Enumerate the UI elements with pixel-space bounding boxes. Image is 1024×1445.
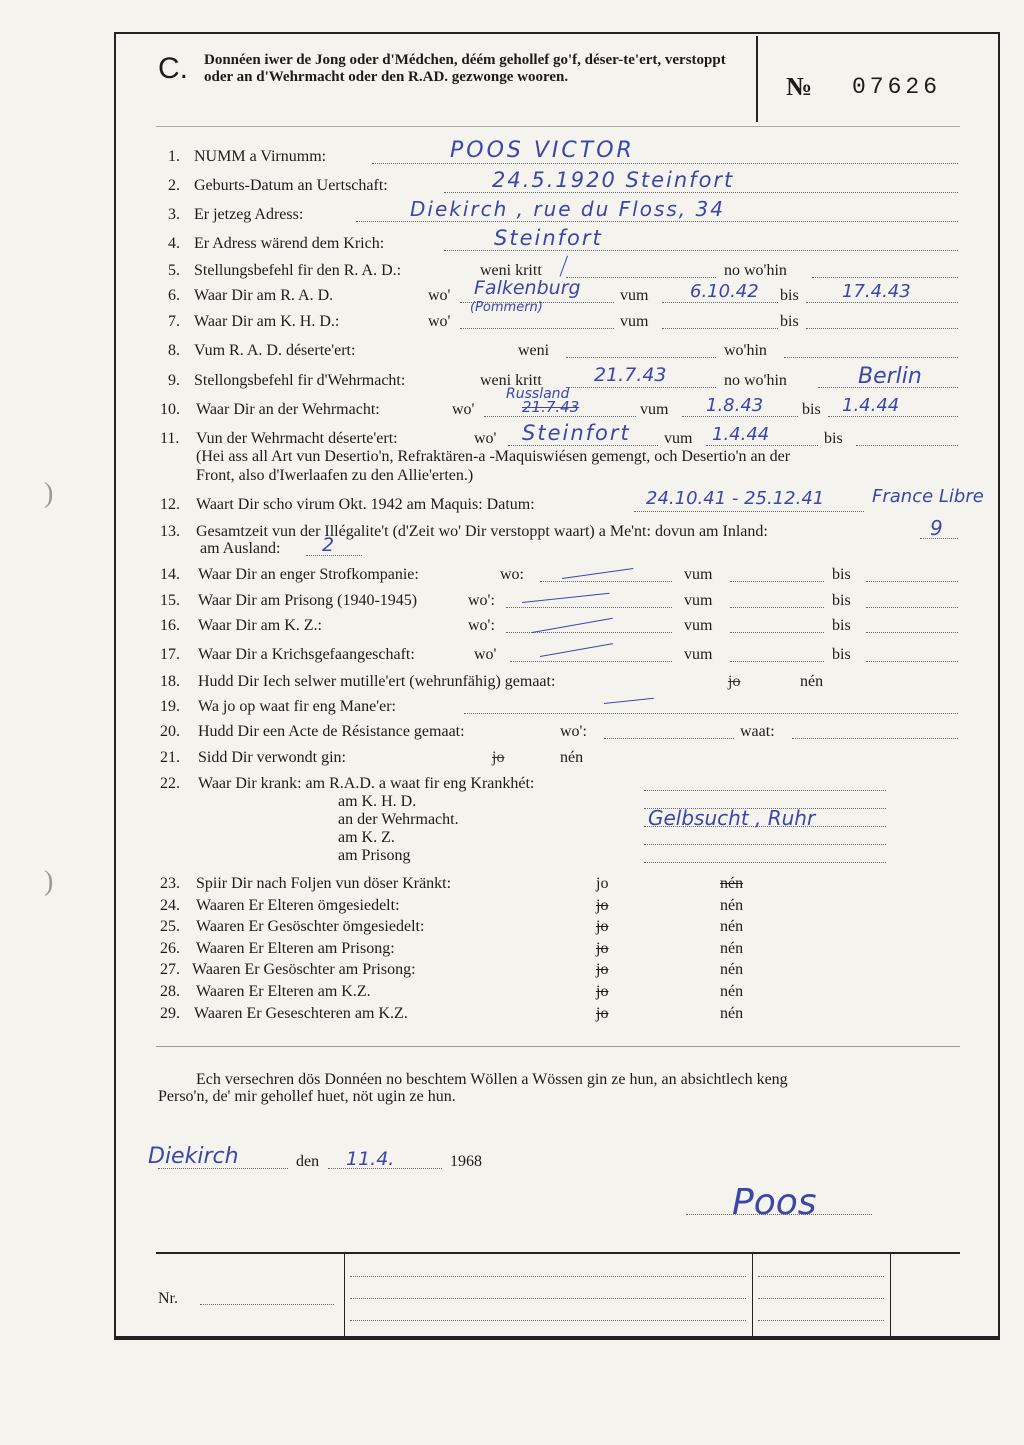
field-label-war-address: Er Adress wärend dem Krich: xyxy=(194,235,385,252)
option-yes-struck[interactable]: jo xyxy=(596,1005,609,1022)
wo-label: wo' xyxy=(474,430,497,447)
fill-line xyxy=(566,357,716,358)
fill-line xyxy=(662,328,778,329)
field-number: 4. xyxy=(168,235,180,252)
war-address-value[interactable]: Steinfort xyxy=(494,226,603,250)
field-number: 10. xyxy=(160,401,180,418)
wo-label: wo': xyxy=(468,617,495,634)
vum-label: vum xyxy=(684,592,713,609)
fill-line xyxy=(758,1276,884,1277)
wehrmacht-from-value[interactable]: 1.8.43 xyxy=(706,395,764,416)
option-yes-struck[interactable]: jo xyxy=(596,983,609,1000)
fill-line xyxy=(730,661,824,662)
option-yes-struck[interactable]: jo xyxy=(596,961,609,978)
fill-line xyxy=(806,302,958,303)
field-label-address: Er jetzeg Adress: xyxy=(194,206,304,223)
field-number: 22. xyxy=(160,775,180,792)
illness-sub-prison: am Prisong xyxy=(338,847,411,864)
fill-line xyxy=(866,581,958,582)
signature: Poos xyxy=(732,1182,817,1223)
wo-label: wo: xyxy=(500,566,524,583)
birth-value[interactable]: 24.5.1920 Steinfort xyxy=(492,168,735,192)
waat-label: waat: xyxy=(740,723,775,740)
field-number: 7. xyxy=(168,313,180,330)
table-column-divider xyxy=(890,1252,891,1336)
field-number: 6. xyxy=(168,287,180,304)
field-label-prison: Waar Dir am Prisong (1940-1945) xyxy=(198,592,418,609)
field-number: 15. xyxy=(160,592,180,609)
header-underline xyxy=(156,126,960,127)
wo-label: wo': xyxy=(560,723,587,740)
declaration-text-cont: Perso'n, de' mir gehollef huet, nöt ugin ze hun. xyxy=(158,1088,456,1105)
option-yes-struck[interactable]: jo xyxy=(596,918,609,935)
vum-label: vum xyxy=(620,313,649,330)
field-label-wehrmacht: Waar Dir an der Wehrmacht: xyxy=(196,401,380,418)
field-number: 20. xyxy=(160,723,180,740)
option-yes-struck[interactable]: jo xyxy=(596,940,609,957)
fill-line xyxy=(506,632,672,633)
vum-label: vum xyxy=(684,646,713,663)
form-number: 07626 xyxy=(852,74,942,100)
fill-line xyxy=(730,632,824,633)
desertion-location-value[interactable]: Steinfort xyxy=(522,421,631,445)
signing-year: 1968 xyxy=(450,1153,482,1170)
field-label-rad: Waar Dir am R. A. D. xyxy=(194,287,334,304)
fill-line xyxy=(662,302,778,303)
fill-line xyxy=(644,790,886,791)
fill-line xyxy=(828,416,958,417)
fill-line xyxy=(350,1320,746,1321)
option-no[interactable]: nén xyxy=(560,749,584,766)
field-number: 9. xyxy=(168,372,180,389)
fill-line xyxy=(350,1298,746,1299)
nr-label: Nr. xyxy=(158,1290,178,1307)
field-label-abroad: am Ausland: xyxy=(200,540,281,557)
wohin-label: wo'hin xyxy=(724,342,767,359)
field-label-manner: Wa jo op waat fir eng Mane'er: xyxy=(198,698,396,715)
rad-from-value[interactable]: 6.10.42 xyxy=(690,281,759,302)
weni-label: weni xyxy=(518,342,550,359)
rad-to-value[interactable]: 17.4.43 xyxy=(842,281,911,302)
field-number: 28. xyxy=(160,983,180,1000)
field-label-parents-resettled: Waaren Er Elteren ömgesiedelt: xyxy=(196,897,400,914)
signing-place-value[interactable]: Diekirch xyxy=(148,1144,239,1169)
option-no[interactable]: nén xyxy=(800,673,824,690)
fill-line xyxy=(506,607,672,608)
fill-line xyxy=(866,632,958,633)
den-label: den xyxy=(296,1153,320,1170)
field-label-wounded: Sidd Dir verwondt gin: xyxy=(198,749,346,766)
field-label-rad-order: Stellungsbefehl fir den R. A. D.: xyxy=(194,262,402,279)
fill-line xyxy=(464,713,958,714)
option-no[interactable]: nén xyxy=(720,961,744,978)
bis-label: bis xyxy=(832,566,851,583)
wo-label: wo' xyxy=(428,287,451,304)
fill-line xyxy=(356,221,958,222)
section-divider xyxy=(156,1046,960,1047)
wohin-label: no wo'hin xyxy=(724,262,787,279)
field-label-illness: Waar Dir krank: am R.A.D. a waat fir eng Krankhét: xyxy=(198,775,535,792)
table-column-divider xyxy=(752,1252,753,1336)
wehrmacht-location-value[interactable]: Russland xyxy=(506,386,570,402)
signing-date-value[interactable]: 11.4. xyxy=(346,1148,395,1170)
option-no[interactable]: nén xyxy=(720,897,744,914)
bis-label: bis xyxy=(780,313,799,330)
vum-label: vum xyxy=(640,401,669,418)
office-use-table xyxy=(156,1252,960,1338)
field-number: 18. xyxy=(160,673,180,690)
field-label-siblings-resettled: Waaren Er Gesöschter ömgesiedelt: xyxy=(196,918,425,935)
option-no[interactable]: nén xyxy=(720,983,744,1000)
option-no[interactable]: nén xyxy=(720,918,744,935)
table-column-divider xyxy=(344,1252,345,1336)
field-label-desertion: Vun der Wehrmacht déserte'ert: xyxy=(196,430,398,447)
rad-location-value[interactable]: Falkenburg xyxy=(474,277,581,299)
field-number: 2. xyxy=(168,177,180,194)
header-divider xyxy=(756,36,758,122)
field-number: 13. xyxy=(160,523,180,540)
fill-line xyxy=(812,277,958,278)
fill-line xyxy=(682,416,798,417)
field-number: 11. xyxy=(160,430,180,447)
field-label-birth: Geburts-Datum an Uertschaft: xyxy=(194,177,388,194)
field-label-penal-company: Waar Dir an enger Strofkompanie: xyxy=(198,566,419,583)
wo-label: wo' xyxy=(452,401,475,418)
bis-label: bis xyxy=(832,646,851,663)
fill-line xyxy=(644,844,886,845)
illness-sub-kz: am K. Z. xyxy=(338,829,395,846)
option-yes[interactable]: jo xyxy=(596,875,609,892)
field-label-self-mutilation: Hudd Dir Iech selwer mutille'ert (wehrunfähig) gemaat: xyxy=(198,673,556,690)
wohin-label: no wo'hin xyxy=(724,372,787,389)
fill-line xyxy=(444,250,958,251)
wo-label: wo' xyxy=(474,646,497,663)
fill-line xyxy=(634,511,864,512)
bis-label: bis xyxy=(824,430,843,447)
illness-value[interactable]: Gelbsucht , Ruhr xyxy=(648,806,816,830)
fill-line xyxy=(508,445,658,446)
illness-sub-wehrmacht: an der Wehrmacht. xyxy=(338,811,459,828)
wehrmacht-to-value[interactable]: 1.4.44 xyxy=(842,395,900,416)
binding-hole-mark: ) xyxy=(44,478,54,509)
weni-kritt-label: weni kritt xyxy=(480,262,542,279)
address-value[interactable]: Diekirch , rue du Floss, 34 xyxy=(410,197,725,221)
weni-kritt-label: weni kritt xyxy=(480,372,542,389)
field-label-kz: Waar Dir am K. Z.: xyxy=(198,617,322,634)
fill-line xyxy=(566,277,716,278)
fill-line xyxy=(706,445,818,446)
fill-line xyxy=(644,862,886,863)
inland-months-value[interactable]: 9 xyxy=(930,516,943,540)
section-letter: C. xyxy=(158,52,188,85)
field-number: 29. xyxy=(160,1005,180,1022)
field-number: 16. xyxy=(160,617,180,634)
field-label-resistance: Hudd Dir een Acte de Résistance gemaat: xyxy=(198,723,465,740)
field-number: 19. xyxy=(160,698,180,715)
fill-line xyxy=(484,416,636,417)
field-label-khd: Waar Dir am K. H. D.: xyxy=(194,313,340,330)
bis-label: bis xyxy=(832,592,851,609)
fill-line xyxy=(540,581,672,582)
field-number: 23. xyxy=(160,875,180,892)
vum-label: vum xyxy=(620,287,649,304)
field-label-after-effects: Spiir Dir nach Foljen vun döser Kränkt: xyxy=(196,875,452,892)
fill-line xyxy=(460,328,614,329)
maquis-group-value[interactable]: France Libre xyxy=(872,486,984,507)
field-number: 12. xyxy=(160,496,180,513)
abroad-months-value[interactable]: 2 xyxy=(322,534,335,556)
fill-line xyxy=(566,387,716,388)
fill-line xyxy=(866,607,958,608)
field-number: 21. xyxy=(160,749,180,766)
fill-line xyxy=(200,1304,334,1305)
field-number: 17. xyxy=(160,646,180,663)
field-number: 26. xyxy=(160,940,180,957)
field-label-parents-prison: Waaren Er Elteren am Prisong: xyxy=(196,940,395,957)
field-number: 25. xyxy=(160,918,180,935)
field-label-siblings-prison: Waaren Er Gesöschter am Prisong: xyxy=(192,961,416,978)
fill-line xyxy=(792,738,958,739)
fill-line xyxy=(510,661,672,662)
illness-sub-khd: am K. H. D. xyxy=(338,793,417,810)
binding-hole-mark: ) xyxy=(44,866,54,897)
field-label-parents-kz: Waaren Er Elteren am K.Z. xyxy=(196,983,371,1000)
bis-label: bis xyxy=(832,617,851,634)
bis-label: bis xyxy=(802,401,821,418)
fill-line xyxy=(806,328,958,329)
field-label-wehrmacht-order: Stellongsbefehl fir d'Wehrmacht: xyxy=(194,372,406,389)
option-yes-struck[interactable]: jo xyxy=(492,749,505,766)
vum-label: vum xyxy=(684,566,713,583)
declaration-text: Ech versechren dös Donnéen no beschtem Wöllen a Wössen gin ze hun, an absichtlech keng xyxy=(196,1071,788,1088)
vum-label: vum xyxy=(684,617,713,634)
rad-region-value[interactable]: (Pommern) xyxy=(470,300,543,315)
field-label-maquis: Waart Dir scho virum Okt. 1942 am Maquis: Datum: xyxy=(196,496,535,513)
fill-line xyxy=(350,1276,746,1277)
desertion-note-cont: Front, also d'Iwerlaafen zu den Allie'erten.) xyxy=(196,467,474,484)
fill-line xyxy=(604,738,734,739)
desertion-note: (Hei ass all Art vun Desertio'n, Refraktären-a -Maquiswiésen gemengt, och Desertio'n an der xyxy=(196,448,791,465)
field-label-name: NUMM a Virnumm: xyxy=(194,148,327,165)
field-number: 24. xyxy=(160,897,180,914)
fill-line xyxy=(372,163,958,164)
name-value[interactable]: POOS VICTOR xyxy=(450,138,635,163)
fill-line xyxy=(784,357,958,358)
wo-label: wo': xyxy=(468,592,495,609)
field-number: 3. xyxy=(168,206,180,223)
fill-line xyxy=(444,192,958,193)
option-yes-struck[interactable]: jo xyxy=(596,897,609,914)
struck-date-value: 21.7.43 xyxy=(522,398,580,416)
field-label-siblings-kz: Waaren Er Geseschteren am K.Z. xyxy=(194,1005,408,1022)
maquis-date-value[interactable]: 24.10.41 - 25.12.41 xyxy=(646,488,825,509)
field-number: 1. xyxy=(168,148,180,165)
field-number: 5. xyxy=(168,262,180,279)
fill-line xyxy=(758,1320,884,1321)
field-number: 14. xyxy=(160,566,180,583)
fill-line xyxy=(866,661,958,662)
number-symbol: № xyxy=(786,72,813,101)
fill-line xyxy=(730,607,824,608)
option-no[interactable]: nén xyxy=(720,940,744,957)
option-yes-struck[interactable]: jo xyxy=(728,673,741,690)
field-label-rad-desert: Vum R. A. D. déserte'ert: xyxy=(194,342,356,359)
fill-line xyxy=(730,581,824,582)
desertion-date-value[interactable]: 1.4.44 xyxy=(712,424,770,445)
vum-label: vum xyxy=(664,430,693,447)
order-destination-value[interactable]: Berlin xyxy=(858,364,922,389)
order-date-value[interactable]: 21.7.43 xyxy=(594,364,667,386)
wo-label: wo' xyxy=(428,313,451,330)
field-number: 8. xyxy=(168,342,180,359)
field-number: 27. xyxy=(160,961,180,978)
fill-line xyxy=(758,1298,884,1299)
option-no-struck[interactable]: nén xyxy=(720,875,744,892)
option-no[interactable]: nén xyxy=(720,1005,744,1022)
fill-line xyxy=(856,445,958,446)
field-label-illegality: Gesamtzeit vun der Illégalite't (d'Zeit wo' Dir verstoppt waart) a Me'nt: dovun am Inland: xyxy=(196,523,768,540)
fill-line xyxy=(644,826,886,827)
form-title: Donnéen iwer de Jong oder d'Médchen, déém gehollef go'f, déser-te'ert, verstoppt oder an d'Wehrmacht oder den R.AD. gezwonge wooren. xyxy=(204,52,726,85)
field-label-pow: Waar Dir a Krichsgefaangeschaft: xyxy=(198,646,415,663)
bis-label: bis xyxy=(780,287,799,304)
